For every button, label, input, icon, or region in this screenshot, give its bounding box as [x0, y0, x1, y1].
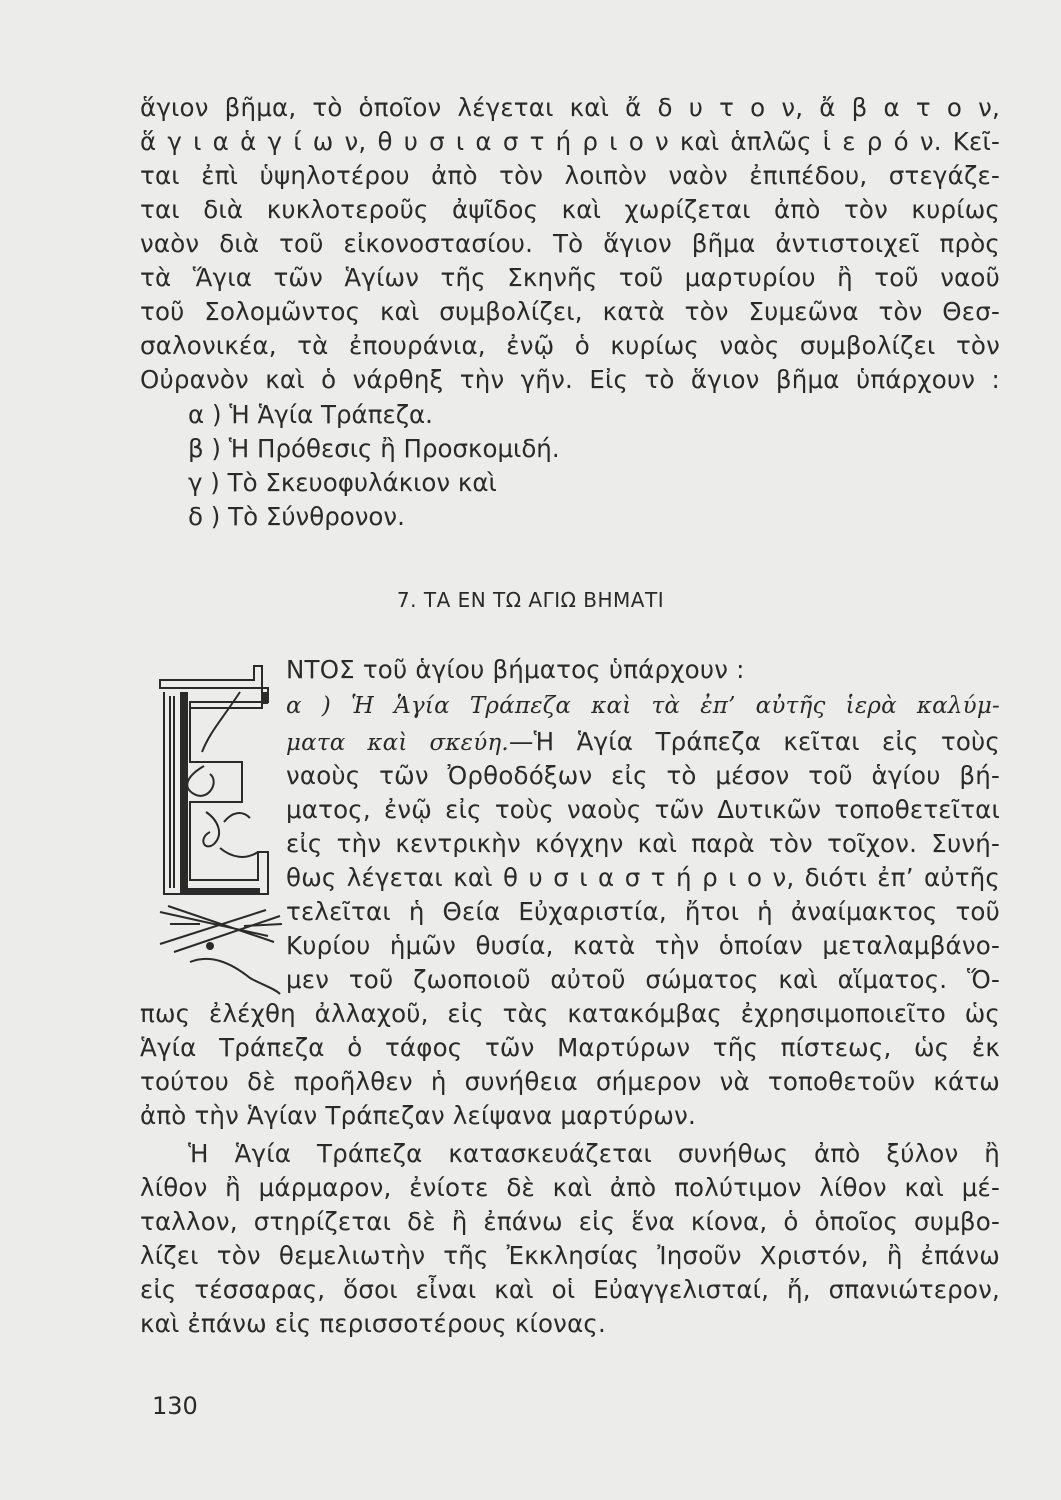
- section-line: πως ἐλέχθη ἀλλαχοῦ, εἰς τὰς κατακόμβας ἐχρησιμοποιεῖτο ὡς: [140, 999, 1000, 1028]
- drop-cap-letter: Ε: [150, 662, 151, 663]
- section-line: τελεῖται ἡ Θεία Εὐχαριστία, ἤτοι ἡ ἀναίμακτος τοῦ: [286, 897, 1000, 926]
- section-line: ἀπὸ τὴν Ἁγίαν Τράπεζαν λείψανα μαρτύρων.: [140, 1101, 696, 1130]
- italic-subheading-end: ματα καὶ σκεύη.: [286, 730, 509, 756]
- section-heading: 7. ΤΑ ΕΝ ΤΩ ΑΓΙΩ ΒΗΜΑΤΙ: [396, 588, 665, 612]
- section-line: [286, 726, 1000, 758]
- intro-line: ἅγιον βῆμα, τὸ ὁποῖον λέγεται καὶ ἄ δ υ τ ο ν, ἄ β α τ ο ν,: [140, 93, 1000, 122]
- section-first-line: ΝΤΟΣ τοῦ ἁγίου βήματος ὑπάρχουν :: [286, 655, 745, 684]
- section-line: θως λέγεται καὶ θ υ σ ι α σ τ ή ρ ι ο ν, διότι ἐπ’ αὐτῆς: [286, 863, 1000, 892]
- italic-subheading: α ) Ἡ Ἁγία Τράπεζα καὶ τὰ ἐπ’ αὐτῆς ἱερὰ καλύμ-: [286, 693, 1000, 719]
- section-line: μεν τοῦ ζωοποιοῦ αὐτοῦ σώματος καὶ αἵματος. Ὅ-: [286, 965, 1000, 994]
- intro-line: ναὸν διὰ τοῦ εἰκονοστασίου. Τὸ ἅγιον βῆμα ἀντιστοιχεῖ πρὸς: [140, 229, 1000, 258]
- list-item: β ) Ἡ Πρόθεσις ἢ Προσκομιδή.: [188, 434, 560, 463]
- section-line: τούτου δὲ προῆλθεν ἡ συνήθεια σήμερον νὰ τοποθετοῦν κάτω: [140, 1067, 1000, 1096]
- intro-line: ται ἐπὶ ὑψηλοτέρου ἀπὸ τὸν λοιπὸν ναὸν ἐπιπέδου, στεγάζε-: [140, 161, 1000, 190]
- list-item: α ) Ἡ Ἁγία Τράπεζα.: [188, 400, 433, 429]
- intro-line: Οὐρανὸν καὶ ὁ νάρθηξ τὴν γῆν. Εἰς τὸ ἅγιον βῆμα ὑπάρχουν :: [140, 365, 1000, 394]
- paragraph-line: Ἡ Ἁγία Τράπεζα κατασκευάζεται συνήθως ἀπὸ ξύλον ἢ: [188, 1139, 1000, 1168]
- section-line: Κυρίου ἡμῶν θυσία, κατὰ τὴν ὁποίαν μεταλαμβάνο-: [286, 931, 1000, 960]
- intro-line: τὰ Ἅγια τῶν Ἁγίων τῆς Σκηνῆς τοῦ μαρτυρίου ἢ τοῦ ναοῦ: [140, 263, 1000, 292]
- intro-line: ἅ γ ι α ἁ γ ί ω ν, θ υ σ ι α σ τ ή ρ ι ο ν καὶ ἁπλῶς ἱ ε ρ ό ν. Κεῖ-: [140, 127, 1000, 156]
- drop-cap-ornament: [150, 662, 290, 1002]
- intro-line: τοῦ Σολομῶντος καὶ συμβολίζει, κατὰ τὸν Συμεῶνα τὸν Θεσ-: [140, 297, 1000, 326]
- intro-line: σαλονικέα, τὰ ἐπουράνια, ἐνῷ ὁ κυρίως ναὸς συμβολίζει τὸν: [140, 331, 1000, 360]
- paragraph-line: εἰς τέσσαρας, ὅσοι εἶναι καὶ οἱ Εὐαγγελισταί, ἤ, σπανιώτερον,: [140, 1275, 1000, 1304]
- section-line: ναοὺς τῶν Ὀρθοδόξων εἰς τὸ μέσον τοῦ ἁγίου βή-: [286, 761, 1000, 790]
- paragraph-line: λίζει τὸν θεμελιωτὴν τῆς Ἐκκλησίας Ἰησοῦν Χριστόν, ἢ ἐπάνω: [140, 1241, 1000, 1270]
- section-line: Ἁγία Τράπεζα ὁ τάφος τῶν Μαρτύρων τῆς πίστεως, ὡς ἐκ: [140, 1033, 1000, 1062]
- page-number: 130: [152, 1392, 198, 1420]
- section-line: εἰς τὴν κεντρικὴν κόγχην καὶ παρὰ τὸν τοῖχον. Συνή-: [286, 829, 1000, 858]
- section-line-text: —Ἡ Ἁγία Τράπεζα κεῖται εἰς τοὺς: [508, 727, 1000, 756]
- paragraph-line: καὶ ἐπάνω εἰς περισσοτέρους κίονας.: [140, 1309, 606, 1338]
- intro-line: ται διὰ κυκλοτεροῦς ἀψῖδος καὶ χωρίζεται ἀπὸ τὸν κυρίως: [140, 195, 1000, 224]
- list-item: γ ) Τὸ Σκευοφυλάκιον καὶ: [188, 468, 497, 497]
- list-item: δ ) Τὸ Σύνθρονον.: [188, 502, 405, 531]
- section-line: ματος, ἐνῷ εἰς τοὺς ναοὺς τῶν Δυτικῶν τοποθετεῖται: [286, 795, 1000, 824]
- paragraph-line: λίθον ἢ μάρμαρον, ἐνίοτε δὲ καὶ ἀπὸ πολύτιμον λίθον καὶ μέ-: [140, 1173, 1000, 1202]
- paragraph-line: ταλλον, στηρίζεται δὲ ἢ ἐπάνω εἰς ἕνα κίονα, ὁ ὁποῖος συμβο-: [140, 1207, 1000, 1236]
